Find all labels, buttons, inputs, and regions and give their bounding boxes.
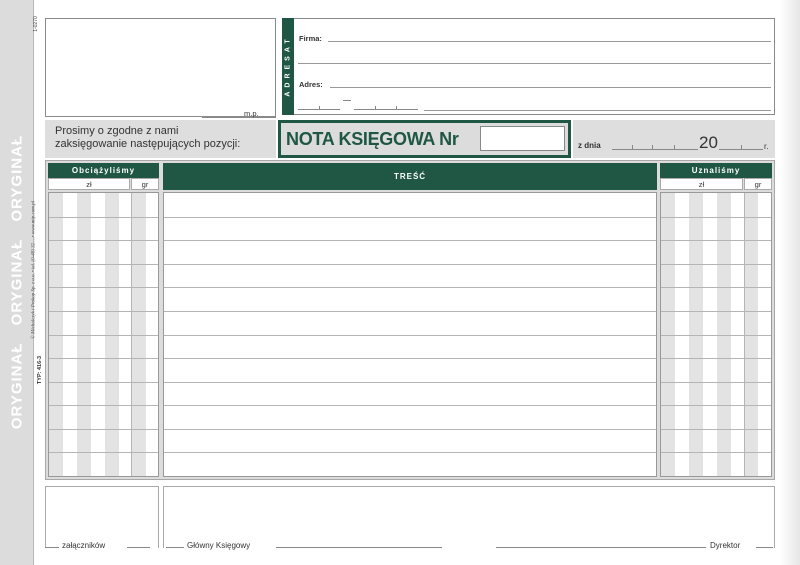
year-suffix: r. <box>764 142 769 151</box>
stamp-box[interactable] <box>45 18 276 117</box>
stamp-label: m.p. <box>244 109 259 118</box>
attachments-box[interactable] <box>45 486 159 548</box>
row-line <box>49 217 158 218</box>
row-line <box>49 452 158 453</box>
row-line <box>49 429 158 430</box>
attachments-line-2 <box>127 547 150 548</box>
postal-code-row[interactable] <box>298 104 774 112</box>
date-field[interactable] <box>612 144 698 150</box>
row-line <box>661 452 771 453</box>
row-line <box>661 335 771 336</box>
postal-code-box-2[interactable] <box>354 104 418 110</box>
publisher-note: © Michalczyk i Prokop Sp. z o.o. • tel. (0-48) 32 …• www.mip.com.pl <box>31 201 37 339</box>
city-field-line[interactable] <box>424 110 771 111</box>
original-word: ORYGINAŁ <box>8 238 26 326</box>
row-line <box>164 264 656 265</box>
debit-header: Obciążyliśmy <box>48 163 159 178</box>
postal-tick <box>396 106 397 110</box>
year-field-line[interactable] <box>719 149 763 150</box>
row-line <box>661 429 771 430</box>
nota-title: NOTA KSIĘGOWA Nr <box>286 129 459 149</box>
row-line <box>164 452 656 453</box>
debit-column[interactable] <box>48 192 159 477</box>
row-line <box>49 287 158 288</box>
request-text <box>55 125 240 151</box>
year-prefix: 20 <box>699 133 718 152</box>
firm-field-line-2[interactable] <box>298 63 771 64</box>
stamp-line <box>202 117 276 118</box>
date-tick <box>652 145 653 149</box>
director-line-end <box>756 547 773 548</box>
row-line <box>49 405 158 406</box>
row-line <box>164 287 656 288</box>
row-line <box>661 217 771 218</box>
year-tick <box>741 145 742 149</box>
addressee-box <box>282 18 775 115</box>
date-panel <box>573 120 775 158</box>
chief-accountant-signature-line[interactable] <box>276 547 442 548</box>
content-header: TREŚĆ <box>163 163 657 190</box>
chief-accountant-label: Główny Księgowy <box>187 541 251 550</box>
date-tick <box>674 145 675 149</box>
original-word: ORYGINAŁ <box>8 342 26 430</box>
row-line <box>661 287 771 288</box>
content-column[interactable] <box>163 192 657 477</box>
request-text-line-2: zaksięgowanie następujących pozycji: <box>55 138 241 150</box>
row-line <box>164 358 656 359</box>
row-line <box>661 240 771 241</box>
row-line <box>164 311 656 312</box>
row-line <box>661 382 771 383</box>
nota-number-field[interactable] <box>480 126 565 151</box>
row-line <box>164 335 656 336</box>
form-code: 1-0270 <box>33 16 39 32</box>
row-line <box>49 358 158 359</box>
date-prefix: z dnia <box>578 141 601 150</box>
postal-dash <box>343 100 351 101</box>
row-line <box>164 217 656 218</box>
addressee-vertical-label: ADRESAT <box>284 35 292 97</box>
address-label: Adres: <box>299 80 323 89</box>
director-label: Dyrektor <box>710 541 741 550</box>
row-line <box>164 405 656 406</box>
row-line <box>49 311 158 312</box>
row-line <box>164 240 656 241</box>
postal-tick <box>375 106 376 110</box>
firm-label: Firma: <box>299 34 322 43</box>
debit-gr-header: gr <box>131 178 159 190</box>
address-field-line[interactable] <box>330 87 771 88</box>
credit-gr-header: gr <box>744 178 772 190</box>
credit-header: Uznaliśmy <box>660 163 772 178</box>
row-line <box>49 382 158 383</box>
row-line <box>49 335 158 336</box>
form-type: TYP: 416-3 <box>37 355 43 385</box>
credit-column[interactable] <box>660 192 772 477</box>
debit-zl-header: zł <box>48 178 130 190</box>
row-line <box>661 405 771 406</box>
original-word: ORYGINAŁ <box>8 134 26 222</box>
director-signature-line[interactable] <box>496 547 706 548</box>
date-tick <box>632 145 633 149</box>
original-watermark <box>9 129 26 435</box>
row-line <box>661 358 771 359</box>
row-line <box>49 264 158 265</box>
row-line <box>661 311 771 312</box>
request-text-line-1: Prosimy o zgodne z nami <box>55 125 179 137</box>
credit-zl-header: zł <box>660 178 743 190</box>
row-line <box>164 429 656 430</box>
attachments-label: załączników <box>62 541 106 550</box>
chief-accountant-line <box>166 547 184 548</box>
date-field-line <box>612 149 698 150</box>
attachments-line <box>45 547 59 548</box>
right-edge-shadow <box>780 0 800 565</box>
row-line <box>164 382 656 383</box>
postal-tick <box>319 106 320 110</box>
row-line <box>661 264 771 265</box>
row-line <box>49 240 158 241</box>
firm-field-line-1[interactable] <box>328 41 771 42</box>
signatures-box[interactable] <box>163 486 775 548</box>
